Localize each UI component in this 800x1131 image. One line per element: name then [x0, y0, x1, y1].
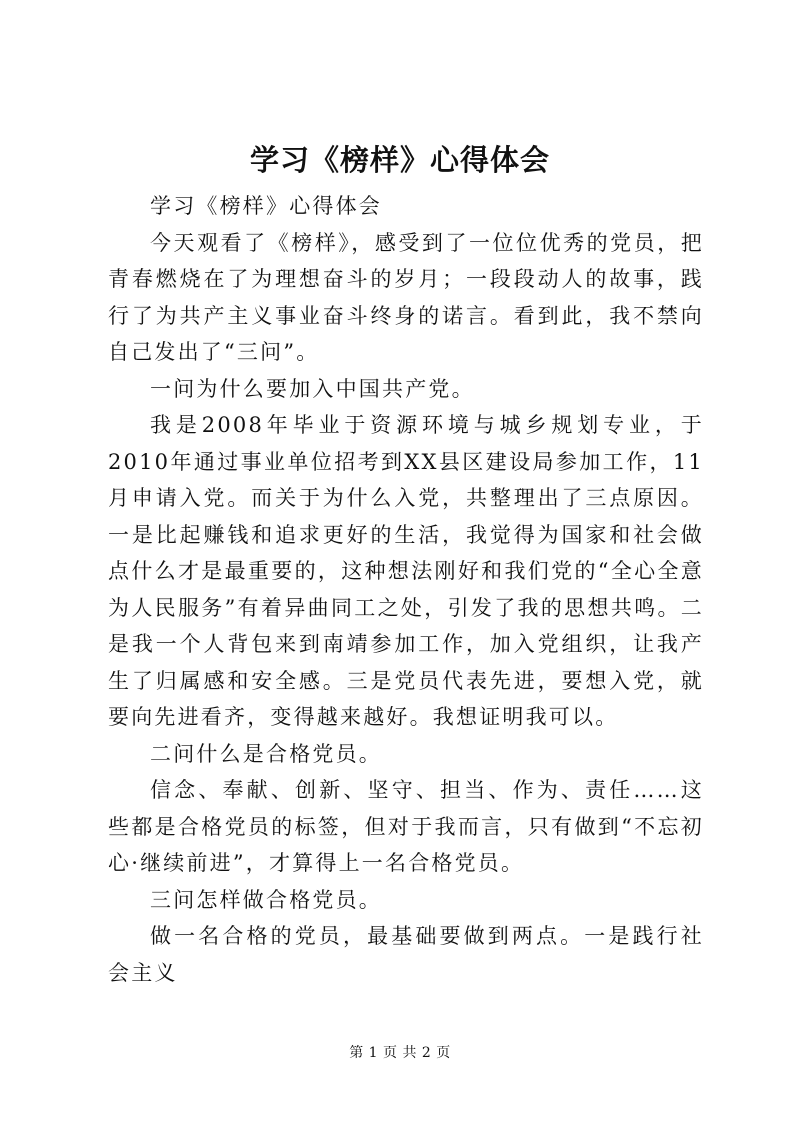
paragraph-answer-one: 我是2008年毕业于资源环境与城乡规划专业，于2010年通过事业单位招考到XX县区建设局参加工作，11月申请入党。而关于为什么入党，共整理出了三点原因。一是比起赚钱和追求更好的生活，我觉得为国家和社会做点什么才是最重要的，这种想法刚好和我们党的“全心全意为人民服务”有着异曲同工之处，引发了我的思想共鸣。二是我一个人背包来到南靖参加工作，加入党组织，让我产生了归属感和安全感。三是党员代表先进，要想入党，就要向先进看齐，变得越来越好。我想证明我可以。 — [108, 413, 704, 729]
paragraph-answer-three: 做一名合格的党员，最基础要做到两点。一是践行社会主义 — [108, 924, 704, 985]
paragraph-question-one: 一问为什么要加入中国共产党。 — [150, 376, 475, 401]
paragraph-intro: 今天观看了《榜样》，感受到了一位位优秀的党员，把青春燃烧在了为理想奋斗的岁月；一段段动人的故事，践行了为共产主义事业奋斗终身的诺言。看到此，我不禁向自己发出了“三问”。 — [108, 230, 704, 364]
page-footer: 第 1 页 共 2 页 — [349, 1045, 451, 1061]
paragraph-question-two: 二问什么是合格党员。 — [150, 741, 382, 766]
paragraph-answer-two: 信念、奉献、创新、坚守、担当、作为、责任……这些都是合格党员的标签，但对于我而言，只有做到“不忘初心·继续前进”，才算得上一名合格党员。 — [108, 778, 704, 875]
document-title: 学习《榜样》心得体会 — [249, 143, 550, 177]
paragraph-question-three: 三问怎样做合格党员。 — [150, 887, 382, 912]
paragraph-subtitle: 学习《榜样》心得体会 — [150, 194, 382, 218]
document-body — [108, 188, 704, 991]
